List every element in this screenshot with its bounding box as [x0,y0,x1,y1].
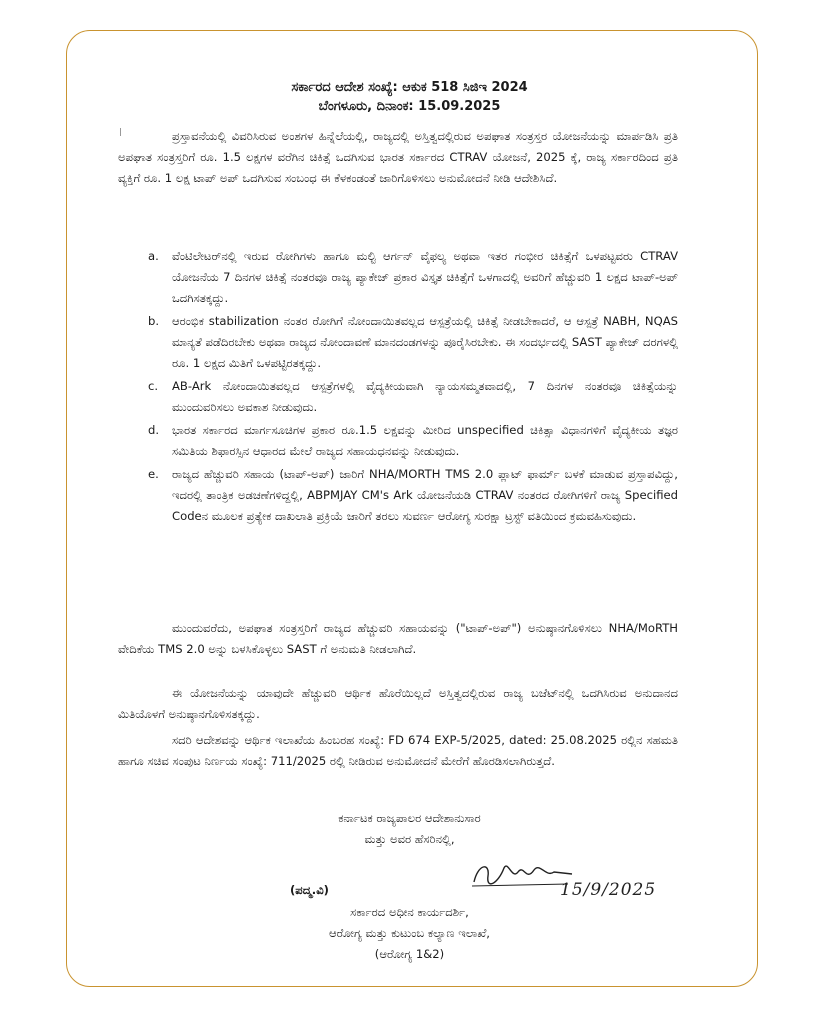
list-marker: e. [148,467,159,481]
budget-paragraph: ಈ ಯೋಜನೆಯನ್ನು ಯಾವುದೇ ಹೆಚ್ಚುವರಿ ಆರ್ಥಿಕ ಹೊರೆಯಿಲ್ಲದೆ ಅಸ್ತಿತ್ವದಲ್ಲಿರುವ ರಾಜ್ಯ ಬಜೆಟ್‌ನಲ್ಲಿ ಒದಗಿಸಿರುವ ಅನುದಾನದ ಮಿತಿಯೊಳಗೆ ಅನುಷ್ಠಾನಗೊಳಿಸತಕ್ಕದ್ದು. [118,686,678,721]
order-number-heading: ಸರ್ಕಾರದ ಆದೇಶ ಸಂಖ್ಯೆ: ಆಕುಕ 518 ಸಿಜಿಇ 2024 [291,80,528,95]
governor-order-line: ಕರ್ನಾಟಕ ರಾಜ್ಯಪಾಲರ ಆದೇಶಾನುಸಾರ [338,811,481,825]
place-date-heading: ಬೆಂಗಳೂರು, ದಿನಾಂಕ: 15.09.2025 [318,99,501,114]
list-item [148,464,678,527]
list-item [148,420,678,462]
signatory-section: (ಆರೋಗ್ಯ 1&2) [374,947,445,961]
list-item [148,376,678,418]
list-marker: b. [148,314,160,328]
governor-name-line: ಮತ್ತು ಅವರ ಹೆಸರಿನಲ್ಲಿ, [364,832,455,846]
topup-paragraph: ಮುಂದುವರೆದು, ಅಪಘಾತ ಸಂತ್ರಸ್ತರಿಗೆ ರಾಜ್ಯದ ಹೆಚ್ಚುವರಿ ಸಹಾಯವನ್ನು ("ಟಾಪ್-ಅಪ್") ಅನುಷ್ಠಾನಗೊಳಿಸಲು NHA/MoRTH ವೇದಿಕೆಯ TMS 2.0 ಅನ್ನು ಬಳಸಿಕೊಳ್ಳಲು SAST ಗೆ ಅನುಮತಿ ನೀಡಲಾಗಿದೆ. [118,621,678,656]
handwritten-date: 15/9/2025 [560,880,657,900]
list-item-text: ಭಾರತ ಸರ್ಕಾರದ ಮಾರ್ಗಸೂಚಿಗಳ ಪ್ರಕಾರ ರೂ.1.5 ಲಕ್ಷವನ್ನು ಮೀರಿದ unspecified ಚಿಕಿತ್ಸಾ ವಿಧಾನಗಳಿಗೆ ವೈದ್ಯಕೀಯ ತಜ್ಞರ ಸಮಿತಿಯ ಶಿಫಾರಸ್ಸಿನ ಆಧಾರದ ಮೇಲೆ ರಾಜ್ಯದ ಸಹಾಯಧನವನ್ನು ನೀಡುವುದು. [172,423,678,458]
intro-paragraph: ಪ್ರಸ್ತಾವನೆಯಲ್ಲಿ ವಿವರಿಸಿರುವ ಅಂಶಗಳ ಹಿನ್ನೆಲೆಯಲ್ಲಿ, ರಾಜ್ಯದಲ್ಲಿ ಅಸ್ತಿತ್ವದಲ್ಲಿರುವ ಅಪಘಾತ ಸಂತ್ರಸ್ತರ ಯೋಜನೆಯನ್ನು ಮಾರ್ಪಡಿಸಿ ಪ್ರತಿ ಅಪಘಾತ ಸಂತ್ರಸ್ತರಿಗೆ ರೂ. 1.5 ಲಕ್ಷಗಳ ವರೆಗಿನ ಚಿಕಿತ್ಸೆ ಒದಗಿಸುವ ಭಾರತ ಸರ್ಕಾರದ CTRAV ಯೋಜನೆ, 2025 ಕ್ಕೆ, ರಾಜ್ಯ ಸರ್ಕಾರದಿಂದ ಪ್ರತಿ ವ್ಯಕ್ತಿಗೆ ರೂ. 1 ಲಕ್ಷ ಟಾಪ್ ಅಪ್ ಒದಗಿಸುವ ಸಂಬಂಧ ಈ ಕೆಳಕಂಡಂತೆ ಜಾರಿಗೊಳಿಸಲು ಅನುಮೋದನೆ ನೀಡಿ ಆದೇಶಿಸಿದೆ. [118,129,678,185]
signatory-department: ಆರೋಗ್ಯ ಮತ್ತು ಕುಟುಂಬ ಕಲ್ಯಾಣ ಇಲಾಖೆ, [329,926,490,940]
list-item-text: ರಾಜ್ಯದ ಹೆಚ್ಚುವರಿ ಸಹಾಯ (ಟಾಪ್-ಅಪ್) ಜಾರಿಗೆ NHA/MORTH TMS 2.0 ಪ್ಲಾಟ್ ಫಾರ್ಮ್ ಬಳಕೆ ಮಾಡುವ ಪ್ರಸ್ತಾಪವಿದ್ದು, ಇದರಲ್ಲಿ ತಾಂತ್ರಿಕ ಅಡಚಣೆಗಳಿದ್ದಲ್ಲಿ, ABPMJAY CM's Ark ಯೋಜನೆಯಡಿ CTRAV ನಂತರದ ರೋಗಿಗಳಿಗೆ ರಾಜ್ಯ Specified Codeನ ಮೂಲಕ ಪ್ರತ್ಯೇಕ ದಾಖಲಾತಿ ಪ್ರಕ್ರಿಯೆ ಜಾರಿಗೆ ತರಲು ಸುವರ್ಣ ಆರೋಗ್ಯ ಸುರಕ್ಷಾ ಟ್ರಸ್ಟ್ ವತಿಯಿಂದ ಕ್ರಮವಹಿಸುವುದು. [172,467,678,523]
list-item-text: ವೆಂಟಿಲೇಟರ್‌ನಲ್ಲಿ ಇರುವ ರೋಗಿಗಳು ಹಾಗೂ ಮಲ್ಟಿ ಆರ್ಗನ್ ವೈಫಲ್ಯ ಅಥವಾ ಇತರ ಗಂಭೀರ ಚಿಕಿತ್ಸೆಗೆ ಒಳಪಟ್ಟವರು CTRAV ಯೋಜನೆಯ 7 ದಿನಗಳ ಚಿಕಿತ್ಸೆ ನಂತರವೂ ರಾಜ್ಯ ಪ್ಯಾಕೇಜ್ ಪ್ರಕಾರ ವಿಸ್ತೃತ ಚಿಕಿತ್ಸೆಗೆ ಒಳಗಾದಲ್ಲಿ ಅವರಿಗೆ ಹೆಚ್ಚುವರಿ 1 ಲಕ್ಷದ ಟಾಪ್-ಅಪ್ ಒದಗಿಸತಕ್ಕದ್ದು. [172,249,678,305]
list-item [148,246,678,309]
signatory-name: (ಪದ್ಮ.ವಿ) [290,883,329,897]
list-marker: a. [148,249,159,263]
list-marker: d. [148,423,160,437]
approval-paragraph: ಸದರಿ ಆದೇಶವನ್ನು ಆರ್ಥಿಕ ಇಲಾಖೆಯ ಹಿಂಬರಹ ಸಂಖ್ಯೆ: FD 674 EXP-5/2025, dated: 25.08.2025 ರಲ್ಲಿನ ಸಹಮತಿ ಹಾಗೂ ಸಚಿವ ಸಂಪುಟ ನಿರ್ಣಯ ಸಂಖ್ಯೆ: 711/2025 ರಲ್ಲಿ ನೀಡಿರುವ ಅನುಮೋದನೆ ಮೇರೆಗೆ ಹೊರಡಿಸಲಾಗಿರುತ್ತದೆ. [118,733,678,768]
list-item-text: ಆರಂಭಿಕ stabilization ನಂತರ ರೋಗಿಗೆ ನೋಂದಾಯಿತವಲ್ಲದ ಆಸ್ಪತ್ರೆಯಲ್ಲಿ ಚಿಕಿತ್ಸೆ ನೀಡಬೇಕಾದರೆ, ಆ ಆಸ್ಪತ್ರೆ NABH, NQAS ಮಾನ್ಯತೆ ಪಡೆದಿರಬೇಕು ಅಥವಾ ರಾಜ್ಯದ ನೋಂದಾವಣೆ ಮಾನದಂಡಗಳನ್ನು ಪೂರೈಸಿರಬೇಕು. ಈ ಸಂದರ್ಭದಲ್ಲಿ SAST ಪ್ಯಾಕೇಜ್ ದರಗಳಲ್ಲಿ ರೂ. 1 ಲಕ್ಷದ ಮಿತಿಗೆ ಒಳಪಟ್ಟಿರತಕ್ಕದ್ದು. [172,314,678,370]
signatory-designation: ಸರ್ಕಾರದ ಅಧೀನ ಕಾರ್ಯದರ್ಶಿ, [350,905,469,919]
list-item [148,311,678,374]
list-marker: c. [148,379,159,393]
order-points-list [148,246,678,529]
list-item-text: AB-Ark ನೋಂದಾಯಿತವಲ್ಲದ ಆಸ್ಪತ್ರೆಗಳಲ್ಲಿ ವೈದ್ಯಕೀಯವಾಗಿ ನ್ಯಾಯಸಮ್ಮತವಾದಲ್ಲಿ, 7 ದಿನಗಳ ನಂತರವೂ ಚಿಕಿತ್ಸೆಯನ್ನು ಮುಂದುವರಿಸಲು ಅವಕಾಶ ನೀಡುವುದು. [172,379,678,414]
